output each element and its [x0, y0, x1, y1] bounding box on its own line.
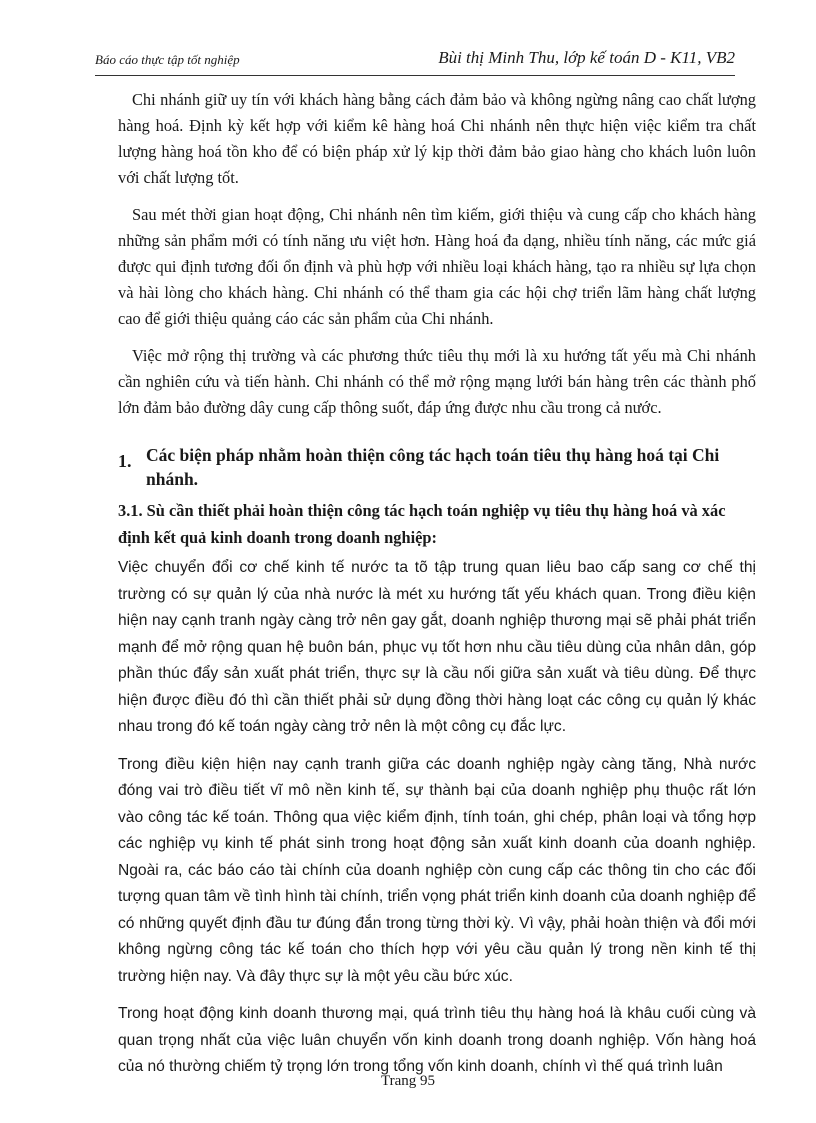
- paragraph-sales-process: Trong hoạt động kinh doanh thương mại, quá trình tiêu thụ hàng hoá là khâu cuối cùng và quan trọng nhất của việc luân chuyển vốn kinh doanh trong doanh nghiệp. Vốn hàng hoá của nó thường chiếm tỷ trọng lớn trong tổng vốn kinh doanh, chính vì thế quá trình luân: [118, 1005, 756, 1075]
- page-body: [118, 87, 756, 1092]
- paragraph-market-expansion: Việc mở rộng thị trường và các phương thức tiêu thụ mới là xu hướng tất yếu mà Chi nhánh cần nghiên cứu và tiến hành. Chi nhánh có thể mở rộng mạng lưới bán hàng trên các thành phố lớn đảm bảo đường dây cung cấp thông suốt, đáp ứng được nhu cầu trong cả nước.: [118, 346, 756, 417]
- section-number: 1.: [118, 451, 132, 471]
- header-divider: [95, 75, 735, 76]
- paragraph-quality: Chi nhánh giữ uy tín với khách hàng bằng cách đảm bảo và không ngừng nâng cao chất lượng hàng hoá. Định kỳ kết hợp với kiểm kê hàng hoá Chi nhánh nên thực hiện việc kiểm tra chất lượng hàng hoá tồn kho để có biện pháp xử lý kịp thời đảm bảo giao hàng cho khách luôn luôn với chất lượng tốt.: [118, 90, 756, 187]
- body-text-block: [118, 555, 756, 1081]
- paragraph-economic-shift: Việc chuyển đổi cơ chế kinh tế nước ta tõ tập trung quan liêu bao cấp sang cơ chế thị trường có sự quản lý của nhà nước là mét xu hướng tất yếu khách quan. Trong điều kiện hiện nay cạnh tranh ngày càng trở nên gay gắt, doanh nghiệp thương mại sẽ phải phát triển mạnh để mở rộng quan hệ buôn bán, phục vụ tốt hơn nhu cầu tiêu dùng của nhân dân, góp phần thúc đẩy sản xuất phát triển, thực sự là cầu nối giữa sản xuất và tiêu dùng. Để thực hiện được điều đó thì cần thiết phải sử dụng đồng thời hàng loạt các công cụ quản lý khác nhau trong đó kế toán ngày càng trở nên là một công cụ đắc lực.: [118, 559, 756, 735]
- subsection-heading: 3.1. Sù cần thiết phải hoàn thiện công tác hạch toán nghiệp vụ tiêu thụ hàng hoá và xác định kết quả kinh doanh trong doanh nghiệp:: [118, 501, 726, 547]
- section-heading: [118, 443, 756, 491]
- page-number: Trang 95: [380, 1073, 436, 1089]
- header-author: Bùi thị Minh Thu, lớp kế toán D - K11, VB2: [438, 48, 735, 67]
- page-header: [95, 48, 735, 74]
- header-report-title: Báo cáo thực tập tốt nghiệp: [95, 52, 240, 67]
- section-title: Các biện pháp nhằm hoàn thiện công tác hạch toán tiêu thụ hàng hoá tại Chi nhánh.: [146, 445, 720, 489]
- paragraph-new-products: Sau mét thời gian hoạt động, Chi nhánh nên tìm kiếm, giới thiệu và cung cấp cho khách hàng những sản phẩm mới có tính năng ưu việt hơn. Hàng hoá đa dạng, nhiều tính năng, các mức giá được qui định tương đối ổn định và phù hợp với nhiều loại khách hàng, tạo ra nhiều sự lựa chọn và hài lòng cho khách hàng. Chi nhánh có thể tham gia các hội chợ triển lãm hàng chất lượng cao để giới thiệu quảng cáo các sản phẩm của Chi nhánh.: [118, 205, 756, 328]
- paragraph-accounting-role: Trong điều kiện hiện nay cạnh tranh giữa các doanh nghiệp ngày càng tăng, Nhà nước đóng vai trò điều tiết vĩ mô nền kinh tế, sự thành bại của doanh nghiệp phụ thuộc rất lớn vào công tác kế toán. Thông qua việc kiểm định, tính toán, ghi chép, phân loại và tổng hợp các nghiệp vụ kinh tế phát sinh trong hoạt động sản xuất kinh doanh của doanh nghiệp. Ngoài ra, các báo cáo tài chính của doanh nghiệp còn cung cấp các thông tin cho các đối tượng quan tâm về tình hình tài chính, triển vọng phát triển kinh doanh của doanh nghiệp để có những quyết định đầu tư đúng đắn trong từng thời kỳ. Vì vậy, phải hoàn thiện và đổi mới không ngừng công tác kế toán cho thích hợp với yêu cầu quản lý trong nền kinh tế thị trường hiện nay. Và đây thực sự là một yêu cầu bức xúc.: [118, 755, 756, 985]
